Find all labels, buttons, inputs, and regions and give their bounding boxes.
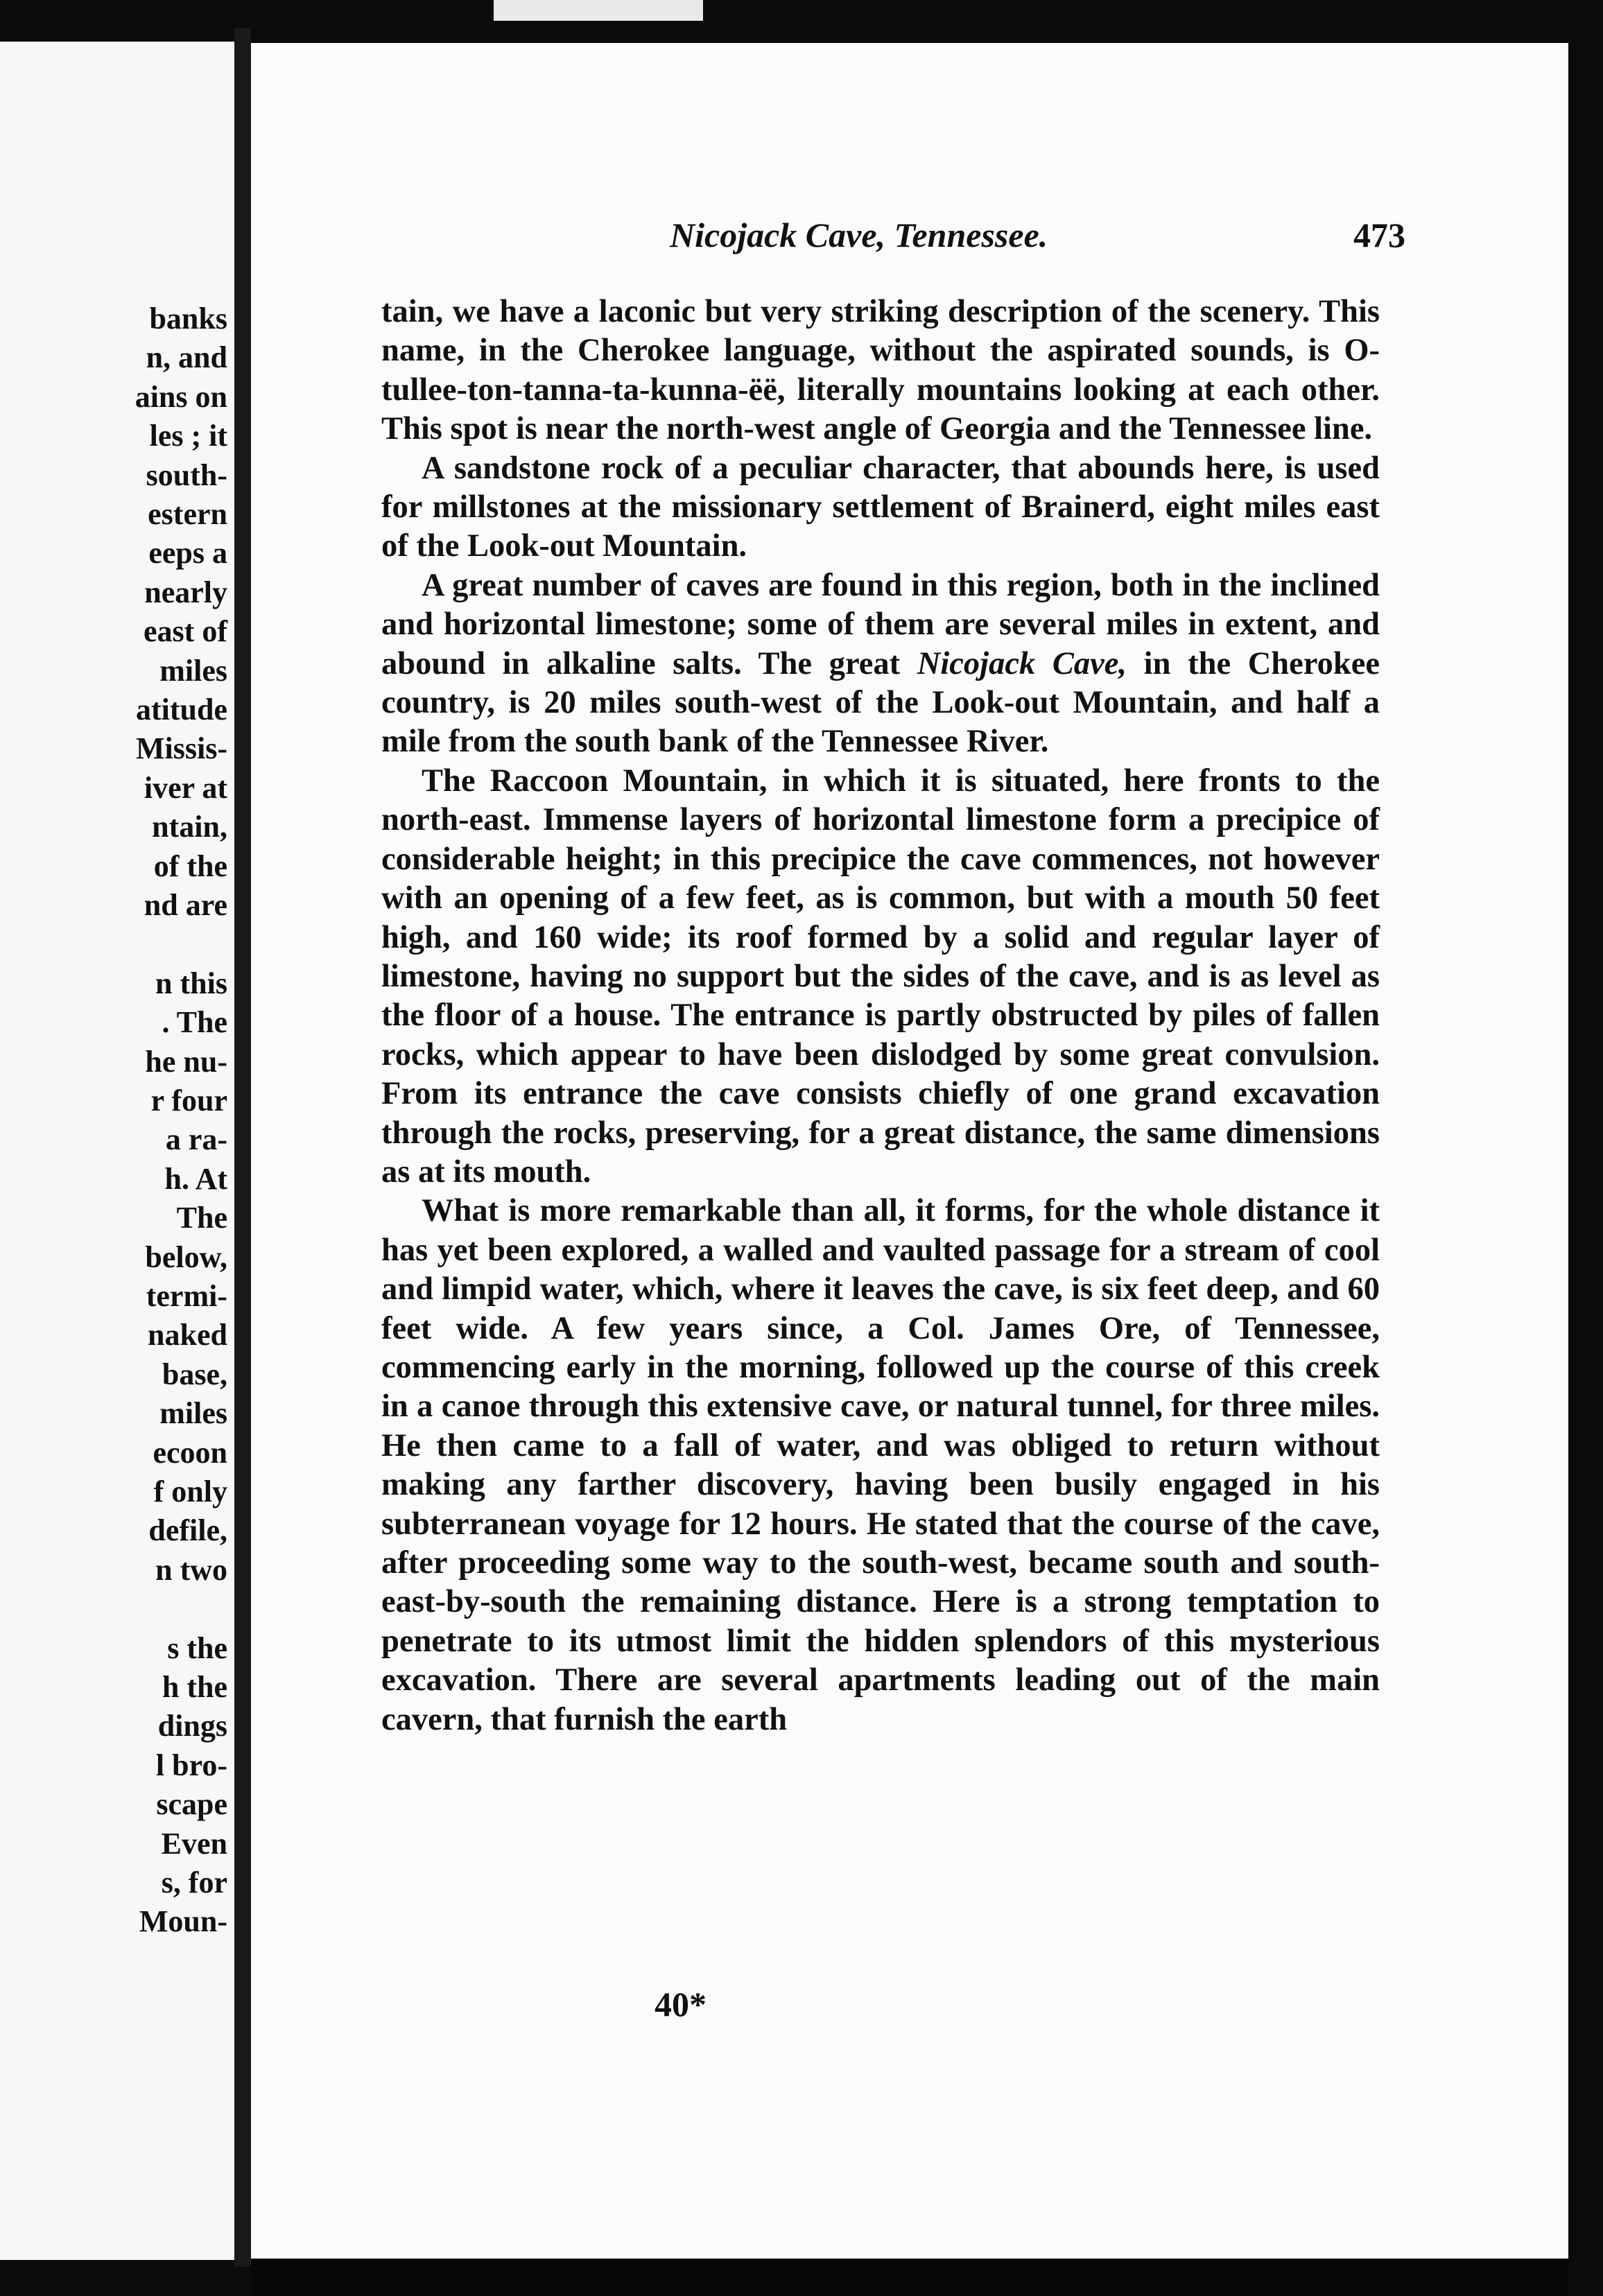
page-number: 473	[1353, 216, 1405, 254]
left-page-line: naked	[148, 1318, 227, 1353]
left-page-line: dings	[157, 1709, 227, 1743]
cave-name-italic: Nicojack Cave,	[917, 645, 1127, 681]
left-page-line: below,	[145, 1240, 227, 1274]
paragraph-3-text-a: A great number of caves are found in this region, both in the inclined and horizontal limestone; some of them are several miles in extent, and abound in alkaline salts. The great	[381, 567, 1380, 681]
left-page-line: atitude	[136, 693, 227, 727]
left-page-line: a ra-	[165, 1122, 227, 1157]
left-page-line: termi-	[146, 1279, 227, 1313]
book-gutter	[234, 28, 251, 2267]
left-page-line: l bro-	[155, 1748, 227, 1782]
left-page-line: eeps a	[148, 536, 227, 571]
left-page-line: nd are	[144, 888, 227, 922]
left-page-line: banks	[149, 302, 227, 336]
left-page-line: ains on	[135, 379, 227, 414]
paragraph-3	[381, 566, 1380, 762]
top-page-tab	[494, 0, 703, 21]
left-page-line: he nu-	[145, 1044, 227, 1079]
paragraph-1: tain, we have a laconic but very striking description of the scenery. This name, in the Cherokee language, without the aspirated sounds, is O-tullee-ton-tanna-ta-kunna-ëë, literally mountains looking at each other. This spot is near the north-west angle of Georgia and the Tennessee line.	[381, 294, 1380, 447]
left-page-line: east of	[144, 614, 227, 649]
left-page-line: iver at	[144, 770, 227, 805]
left-page-line: les ; it	[149, 419, 227, 453]
left-page-line: s the	[167, 1630, 227, 1665]
paragraph-2: A sandstone rock of a peculiar character, that abounds here, is used for millstones at the missionary settlement of Brainerd, eight miles east of the Look-out Mountain.	[381, 450, 1380, 564]
left-page-line: h the	[162, 1670, 227, 1704]
signature-mark: 40*	[655, 1985, 707, 2024]
paragraph-4: The Raccoon Mountain, in which it is situated, here fronts to the north-east. Immense layers of horizontal limestone form a precipice of considerable height; in this precipice the cave commences, not however with an opening of a few feet, as is common, but with a mouth 50 feet high, and 160 wide; its roof formed by a solid and regular layer of limestone, having no support but the sides of the cave, and is as level as the floor of a house. The entrance is partly obstructed by piles of fallen rocks, which appear to have been dislodged by some great convulsion. From its entrance the cave consists chiefly of one grand excavation through the rocks, preserving, for a great distance, the same dimensions as at its mouth.	[381, 763, 1380, 1190]
left-page-line: south-	[146, 458, 227, 492]
left-page-line: h. At	[164, 1161, 227, 1196]
left-page-line: ntain,	[152, 810, 227, 844]
left-page-line: r four	[150, 1084, 227, 1117]
left-page-line: base,	[162, 1357, 227, 1391]
left-page-line: defile,	[148, 1513, 227, 1548]
left-page-line: of the	[153, 849, 227, 883]
right-page	[251, 43, 1568, 2259]
left-page-line: miles	[159, 653, 227, 688]
left-page-line: Even	[161, 1826, 227, 1861]
left-page-line: Moun-	[139, 1904, 227, 1939]
left-page-line: n, and	[146, 340, 227, 375]
left-page-line: estern	[148, 497, 227, 531]
left-page-line: s, for	[161, 1866, 227, 1899]
paragraph-3-text-b: in the Cherokee country, is 20 miles south-west of the Look-out Mountain, and half a mile from the south bank of the Tennessee River.	[381, 645, 1380, 760]
paragraph-5: What is more remarkable than all, it forms, for the whole distance it has yet been explored, a walled and vaulted passage for a stream of cool and limpid water, which, where it leaves the cave, is six feet deep, and 60 feet wide. A few years since, a Col. James Ore, of Tennessee, commencing early in the morning, followed up the course of this creek in a canoe through this extensive cave, or natural tunnel, for three miles. He then came to a fall of water, and was obliged to return without making any farther discovery, having been busily engaged in his subterranean voyage for 12 hours. He stated that the course of the cave, after proceeding some way to the south-west, became south and south-east-by-south the remaining distance. Here is a strong temptation to penetrate to its utmost limit the hidden splendors of this mysterious excavation. There are several apartments leading out of the main cavern, that furnish the earth	[381, 1193, 1380, 1737]
page-header	[251, 215, 1568, 256]
left-page-line: n two	[155, 1552, 227, 1587]
left-page-line: n this	[155, 966, 227, 1000]
left-page-line: f only	[153, 1475, 227, 1508]
left-page-fragment	[0, 42, 234, 2260]
left-page-line: Missis-	[136, 731, 227, 766]
body-text	[381, 293, 1380, 1739]
left-page-line: The	[176, 1201, 227, 1235]
left-page-line: nearly	[144, 575, 227, 609]
left-page-line: ecoon	[153, 1435, 227, 1470]
bottom-edge	[251, 2259, 1568, 2296]
left-page-line: scape	[156, 1787, 227, 1822]
left-page-line: miles	[159, 1396, 227, 1431]
running-head: Nicojack Cave, Tennessee.	[670, 216, 1048, 254]
left-page-line: . The	[162, 1005, 227, 1040]
